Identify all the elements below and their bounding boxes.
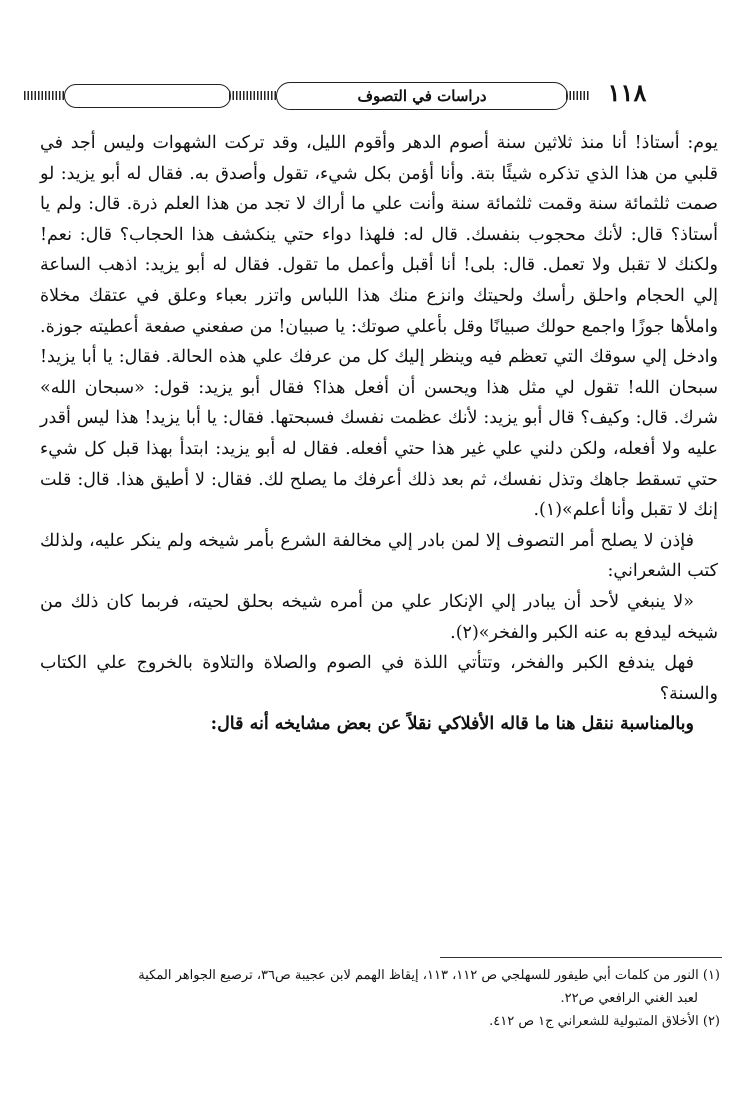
header-ornament-right	[566, 91, 590, 100]
footnote-1: (١) النور من كلمات أبي طيفور للسهلجي ص ١١٢، ١١٣، إيقاظ الهمم لابن عجيبة ص٣٦، ترصيع الجواهر المكية	[138, 968, 720, 983]
running-title: دراسات في التصوف	[276, 82, 568, 110]
header-oval-ornament	[64, 84, 231, 108]
page-number: ١١٨	[607, 78, 647, 107]
paragraph: يوم: أستاذ! أنا منذ ثلاثين سنة أصوم الدهر وأقوم الليل، وقد تركت الشهوات وليس أجد في قلبي من هذا الذي تذكره شيئًا بتة. وأنا أؤمن بكل شيء، تقول وأصدق به. فقال له أبو يزيد: لو صمت ثلثمائة سنة وقمت ثلثمائة سنة وأنت علي ما أراك لا تجد من هذا العلم ذرة. قال: ولم يا أستاذ؟ قال: لأنك محجوب بنفسك. قال له: فلهذا دواء حتي ينكشف هذا الحجاب؟ قال: نعم! ولكنك لا تقبل ولا تعمل. قال: بلى! أنا أقبل وأعمل ما تقول. فقال له أبو يزيد: اذهب الساعة إلي الحجام واحلق رأسك ولحيتك وانزع منك هذا اللباس واتزر بعباء وعلق في عتقك مخلاة واملأها جوزًا واجمع حولك صبيانًا وقل بأعلي صوتك: يا صبيان! من صفعني صفعة أعطيته جوزة. وادخل إلي سوقك التي تعظم فيه وينظر إليك كل من عرفك علي هذه الحالة. فقال: يا أبا يزيد! سبحان الله! تقول لي مثل هذا ويحسن أن أفعل هذا؟ فقال أبو يزيد: قول: «سبحان الله» شرك. قال: وكيف؟ قال أبو يزيد: لأنك عظمت نفسك فسبحتها. فقال: يا أبا يزيد! هذا ليس أقدر عليه ولا أفعله، ولكن دلني علي غير هذا حتي أفعله. فقال له أبو يزيد: ابتدأ بهذا قبل كل شيء حتي تسقط جاهك وتذل نفسك، ثم بعد ذلك أعرفك ما يصلح لك. فقال: لا أطيق هذا. قال: قلت إنك لا تقبل وأنا أعلم»(١).	[40, 133, 718, 521]
quote-paragraph: «لا ينبغي لأحد أن يبادر إلي الإنكار علي من أمره شيخه بحلق لحيته، فربما كان ذلك من شيخه ليدفع به عنه الكبر والفخر»(٢).	[40, 591, 718, 643]
paragraph: فإذن لا يصلح أمر التصوف إلا لمن بادر إلي مخالفة الشرع بأمر شيخه ولم ينكر عليه، ولذلك كتب الشعراني:	[40, 530, 718, 582]
main-text	[40, 128, 718, 740]
paragraph: فهل يندفع الكبر والفخر، وتتأتي اللذة في الصوم والصلاة والتلاوة بالخروج علي الكتاب والسنة؟	[40, 653, 718, 704]
paragraph-bold: وبالمناسبة ننقل هنا ما قاله الأفلاكي نقلاً عن بعض مشايخه أنه قال:	[210, 714, 694, 735]
header-ornament-left	[24, 91, 64, 100]
page-header	[24, 78, 724, 110]
footnote-divider	[440, 957, 722, 958]
footnote-2: (٢) الأخلاق المتبولية للشعراني ج١ ص ٤١٢.	[489, 1014, 720, 1029]
footnotes	[28, 964, 720, 1033]
footnote-1-continuation: لعبد الغني الرافعي ص٢٢.	[560, 991, 698, 1006]
header-ornament-middle	[229, 91, 276, 100]
